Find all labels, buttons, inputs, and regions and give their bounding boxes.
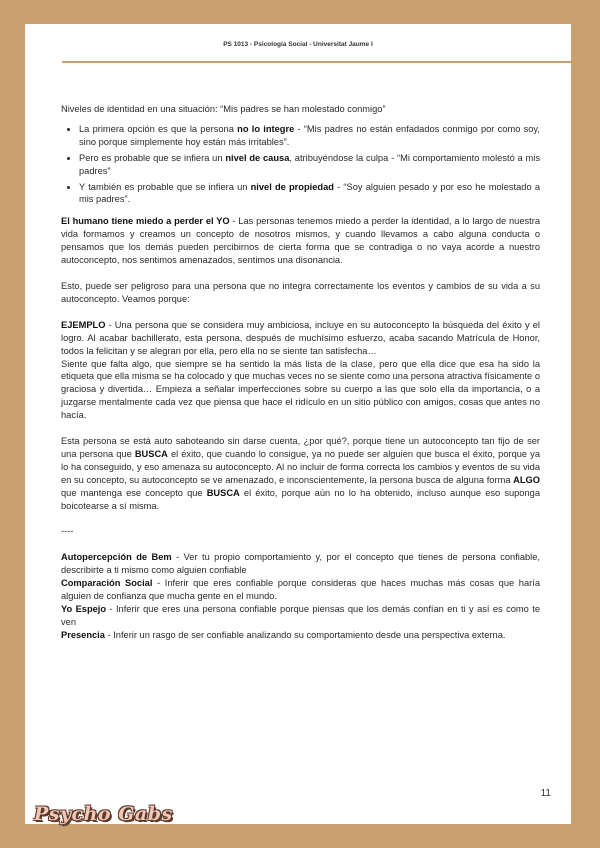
header-divider (62, 61, 572, 63)
list-item: • Pero es probable que se infiera un nivel de causa, atribuyéndose la culpa - “Mi comportamiento molestó a mis padres” (79, 152, 540, 178)
definition-item: Presencia - Inferir un rasgo de ser confiable analizando su comportamiento desde una perspectiva externa. (61, 629, 506, 640)
separator: ---- (61, 526, 74, 537)
page-header: PS 1013 - Psicología Social - Universitat Jaume I (223, 41, 373, 48)
definition-item: Yo Espejo - Inferir que eres una persona confiable porque piensas que los demás confían en ti y así es como te ven (61, 604, 540, 627)
brand-logo: Psycho Gabs (34, 803, 173, 825)
danger-paragraph: Esto, puede ser peligroso para una persona que no integra correctamente los eventos y cambios de su vida a su autoconcepto. Veamos porque: (61, 280, 540, 304)
fear-paragraph: El humano tiene miedo a perder el YO - Las personas tenemos miedo a perder la identidad, a lo largo de nuestra vida formamos y creamos un concepto de nosotros mismos, y cuando llevamos a cabo alguna conducta o pensamos que los demás pueden percibirnos de cierta forma que se contradiga o no vaya acorde a nuestro autoconcepto, nos sentimos amenazados, sentimos una disonancia. (61, 216, 540, 266)
list-item: • La primera opción es que la persona no lo integre - “Mis padres no están enfadados conmigo por como soy, sino porque simplemente hoy están más irritables”. (79, 123, 540, 149)
page-content (61, 103, 540, 642)
example-paragraph: EJEMPLO - Una persona que se considera muy ambiciosa, incluye en su autoconcepto la búsqueda del éxito y el logro. Al acabar bachillerato, esta persona, después de muchísimo esfuerzo, acaba sacando Matrícula de Honor, todos la felicitan y se alegran por ella, pero ella no se siente tan satisfecha… (61, 319, 540, 356)
identity-levels-list (61, 123, 540, 206)
definition-item: Autopercepción de Bem - Ver tu propio comportamiento y, por el concepto que tienes de persona confiable, describirte a ti mismo como alguien confiable (61, 552, 541, 576)
definition-item: Comparación Social - Inferir que eres confiable porque consideras que haces muchas más cosas que haría alguien de confianza que mucha gente en el mundo. (61, 578, 540, 602)
example-continuation: Siente que falta algo, que siempre se ha sentido la más lista de la clase, pero que ella dice que esa ha sido la etiqueta que ella misma se ha colocado y que muchas veces no se siente como una persona atractiva físicamente o graciosa y divertida… Empieza a señalar imperfecciones sobre su cuerpo a las que solo ella da importancia, o a juzgarse mentalmente cada vez que piensa que hace el ridículo en un sitio público con amigos, cosas que antes no hacía. (61, 358, 540, 421)
document-page (25, 24, 571, 824)
sabotage-paragraph: Esta persona se está auto saboteando sin darse cuenta, ¿por qué?, porque tiene un autoconcepto tan fijo de ser una persona que BUSCA el éxito, que cuando lo consigue, ya no puede ser alguien que busca el éxito, porque ya lo ha conseguido, y eso amenaza su autoconcepto. Al no incluir de forma correcta los cambios y eventos de su vida en su concepto, su autoconcepto se ve amenazado, e inconscientemente, la persona busca de alguna forma ALGO que mantenga ese concepto que BUSCA el éxito, porque aún no lo ha obtenido, incluso aunque eso suponga boicotearse a sí misma. (61, 436, 540, 511)
page-number: 11 (540, 788, 551, 799)
list-item: • Y también es probable que se infiera un nivel de propiedad - “Soy alguien pesado y por eso he molestado a mis padres”. (79, 181, 540, 207)
intro-paragraph: Niveles de identidad en una situación: “Mis padres se han molestado conmigo” (61, 104, 386, 114)
